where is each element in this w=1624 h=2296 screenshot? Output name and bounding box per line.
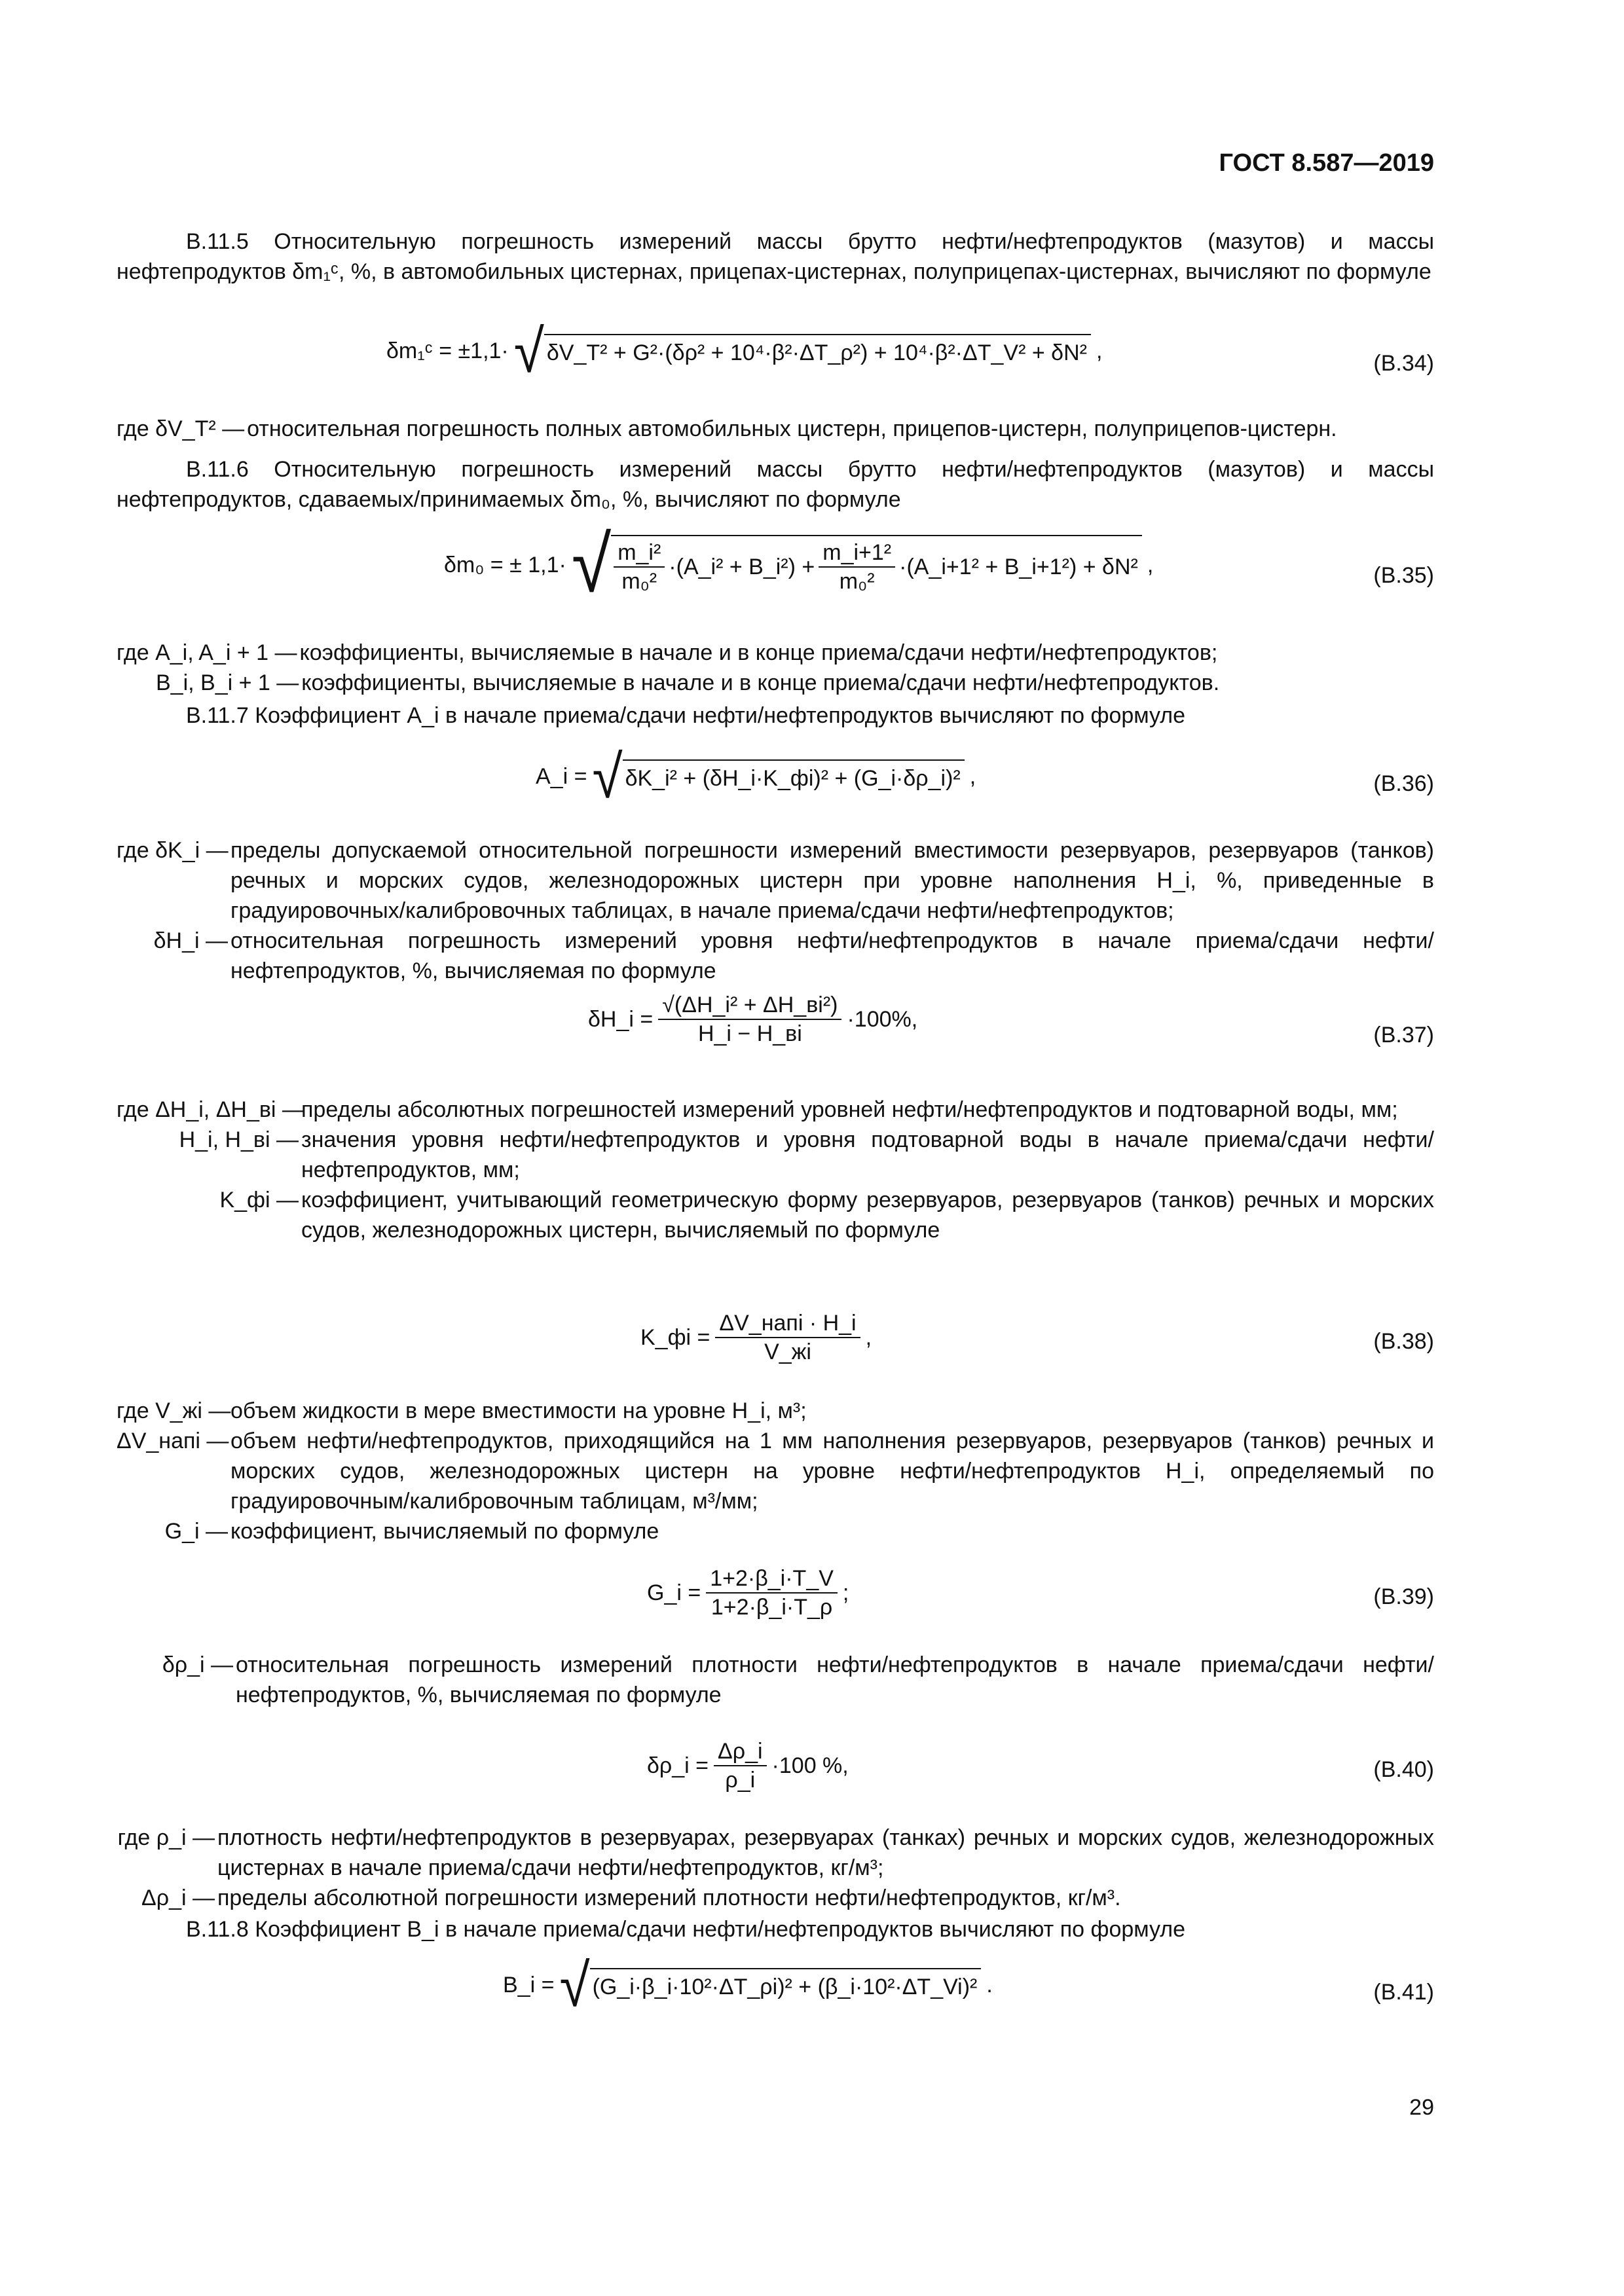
definition-text: коэффициент, учитывающий геометрическую форму резервуаров, резервуаров (танков) речных и морских судов, железнодорожных цистерн, вычисляемый по формуле	[301, 1188, 1434, 1243]
definition-item	[117, 414, 1434, 444]
formula-tail: .	[986, 1973, 993, 1997]
definition-text: значения уровня нефти/нефтепродуктов и уровня подтоварной воды в начале приема/сдачи нефти/нефтепродуктов, мм;	[301, 1127, 1434, 1182]
definition-list-b34	[117, 414, 1434, 444]
definition-term: где A_i, A_i + 1 —	[117, 640, 297, 665]
radical	[592, 742, 964, 811]
definition-item	[117, 1883, 1434, 1913]
definition-text: объем жидкости в мере вместимости на уровне H_i, м³;	[231, 1398, 807, 1423]
radical	[513, 317, 1091, 385]
definition-list-b35	[117, 638, 1434, 698]
definition-text: коэффициент, вычисляемый по формуле	[231, 1519, 659, 1544]
definition-item	[117, 1095, 1434, 1125]
formula-tail: ,	[865, 1325, 872, 1350]
definition-item	[117, 835, 1434, 926]
definition-term: G_i —	[164, 1519, 228, 1544]
formula-tail: ·100 %,	[771, 1753, 849, 1778]
formula-tail: ·100%,	[847, 1007, 918, 1032]
fraction-denominator: m₀²	[621, 569, 657, 594]
paragraph-b11-8: В.11.8 Коэффициент B_i в начале приема/сдачи нефти/нефтепродуктов вычисляют по формуле	[186, 1917, 1186, 1942]
formula-number: (В.36)	[1373, 771, 1434, 796]
sqrt-sign-icon: √	[559, 1951, 590, 2019]
paragraph-b11-6: В.11.6 Относительную погрешность измерений массы брутто нефти/нефтепродуктов (мазутов) и массы нефтепродуктов, сдаваемых/принимаемых δm₀, %, вычисляют по формуле	[117, 457, 1434, 512]
formula-b38	[117, 1309, 1434, 1388]
formula-tail: ;	[842, 1580, 849, 1605]
fraction	[819, 539, 895, 595]
definition-text: пределы допускаемой относительной погрешности измерений вместимости резервуаров, резервуаров (танков) речных и морских судов, железнодорожных цистерн при уровне наполнения H_i, %, приведенные в градуировочных/калибровочных таблицах, в начале приема/сдачи нефти/нефтепродуктов;	[231, 838, 1434, 923]
formula-lhs: δρ_i =	[647, 1753, 709, 1778]
formula-number: (В.40)	[1373, 1757, 1434, 1782]
definition-term: K_фi —	[219, 1188, 299, 1212]
fraction-numerator: √(ΔH_i² + ΔH_вi²)	[658, 991, 841, 1020]
definition-text: плотность нефти/нефтепродуктов в резервуарах, резервуарах (танках) речных и морских судов, железнодорожных цистернах в начале приема/сдачи нефти/нефтепродуктов, кг/м³;	[217, 1825, 1434, 1880]
definition-text: относительная погрешность измерений уровня нефти/нефтепродуктов в начале приема/сдачи нефти/нефтепродуктов, %, вычисляемая по формуле	[231, 928, 1434, 983]
fraction-denominator: V_жi	[764, 1339, 811, 1364]
formula-number: (В.35)	[1373, 563, 1434, 588]
formula-number: (В.38)	[1373, 1329, 1434, 1354]
definition-item	[117, 1516, 1434, 1546]
fraction	[714, 1738, 767, 1794]
formula-lhs: K_фi =	[640, 1325, 710, 1350]
formula-b37	[117, 991, 1434, 1070]
sqrt-sign-icon: √	[592, 742, 623, 811]
fraction	[706, 1565, 838, 1621]
formula-tail: ,	[1147, 553, 1154, 577]
formula-b36	[117, 742, 1434, 828]
sqrt-sign-icon: √	[513, 317, 544, 385]
definition-item	[117, 926, 1434, 986]
definition-item	[117, 1396, 1434, 1426]
fraction-numerator: Δρ_i	[714, 1738, 767, 1766]
paragraph-b11-7: В.11.7 Коэффициент A_i в начале приема/сдачи нефти/нефтепродуктов вычисляют по формуле	[186, 703, 1186, 728]
formula-b39	[117, 1565, 1434, 1643]
fraction-denominator: 1+2·β_i·T_ρ	[710, 1595, 833, 1620]
definition-item	[117, 1426, 1434, 1516]
definition-list-b40	[117, 1823, 1434, 1913]
definition-term: где ΔH_i, ΔH_вi —	[117, 1097, 304, 1122]
radical	[571, 520, 1142, 610]
definition-term: H_i, H_вi —	[179, 1127, 299, 1152]
fraction-numerator: m_i²	[614, 539, 665, 568]
formula-term: ·(A_i+1² + B_i+1²) + δN²	[899, 555, 1138, 579]
fraction	[658, 991, 841, 1048]
formula-number: (В.39)	[1373, 1584, 1434, 1609]
definition-text: коэффициенты, вычисляемые в начале и в конце приема/сдачи нефти/нефтепродуктов;	[299, 640, 1218, 665]
formula-lhs: δm₁ᶜ = ±1,1·	[386, 338, 509, 363]
definition-text: относительная погрешность измерений плотности нефти/нефтепродуктов в начале приема/сдачи нефти/нефтепродуктов, %, вычисляемая по формуле	[236, 1652, 1434, 1707]
radicand: δK_i² + (δH_i·K_фi)² + (G_i·δρ_i)²	[623, 759, 965, 793]
definition-item	[117, 1823, 1434, 1883]
sqrt-sign-icon: √	[571, 520, 612, 610]
formula-lhs: B_i =	[503, 1973, 555, 1997]
fraction-denominator: m₀²	[839, 569, 875, 594]
definition-term: где δK_i —	[117, 838, 229, 863]
formula-tail: ,	[1096, 338, 1103, 363]
fraction	[614, 539, 665, 595]
definition-list-b38	[117, 1396, 1434, 1546]
definition-item	[117, 1125, 1434, 1185]
fraction-denominator: ρ_i	[725, 1768, 756, 1793]
formula-b35	[117, 520, 1434, 610]
definition-item	[117, 638, 1434, 668]
definition-list-b39	[117, 1650, 1434, 1710]
formula-lhs: A_i =	[536, 764, 587, 789]
fraction	[715, 1309, 860, 1366]
definition-text: пределы абсолютной погрешности измерений плотности нефти/нефтепродуктов, кг/м³.	[217, 1886, 1121, 1910]
definition-item	[117, 668, 1434, 698]
definition-term: δρ_i —	[162, 1652, 233, 1677]
formula-lhs: δH_i =	[588, 1007, 654, 1032]
formula-number: (В.41)	[1373, 1980, 1434, 2005]
formula-number: (В.34)	[1373, 351, 1434, 376]
definition-item	[117, 1650, 1434, 1710]
definition-item	[117, 1185, 1434, 1245]
definition-term: B_i, B_i + 1 —	[156, 670, 299, 695]
formula-term: ·(A_i² + B_i²) +	[669, 555, 815, 579]
document-page	[117, 0, 1434, 2296]
definition-term: где V_жi —	[117, 1398, 231, 1423]
definition-text: объем нефти/нефтепродуктов, приходящийся на 1 мм наполнения резервуаров, резервуаров (танков) речных и морских судов, железнодорожных цистерн на уровне нефти/нефтепродуктов H_i, определяемый по градуировочным/калибровочным таблицам, м³/мм;	[231, 1429, 1434, 1514]
definition-text: относительная погрешность полных автомобильных цистерн, прицепов-цистерн, полуприцепов-цистерн.	[247, 416, 1337, 441]
fraction-numerator: m_i+1²	[819, 539, 895, 568]
definition-text: пределы абсолютных погрешностей измерений уровней нефти/нефтепродуктов и подтоварной воды, мм;	[301, 1097, 1398, 1122]
fraction-denominator: H_i − H_вi	[697, 1021, 802, 1046]
fraction-numerator: ΔV_напi · H_i	[715, 1309, 860, 1338]
definition-list-b36	[117, 835, 1434, 986]
formula-lhs: δm₀ = ± 1,1·	[444, 553, 566, 577]
definition-term: δH_i —	[153, 928, 228, 953]
standard-header: ГОСТ 8.587—2019	[1219, 149, 1434, 177]
paragraph-b11-5: В.11.5 Относительную погрешность измерений массы брутто нефти/нефтепродуктов (мазутов) и массы нефтепродуктов δm₁ᶜ, %, в автомобильных цистернах, прицепах-цистернах, полуприцепах-цистернах, вычисляют по формуле	[117, 229, 1434, 284]
formula-b41	[117, 1951, 1434, 2036]
radical	[559, 1951, 981, 2019]
radicand: δV_T² + G²·(δρ² + 10⁴·β²·ΔT_ρ²) + 10⁴·β²·ΔT_V² + δN²	[544, 334, 1091, 368]
page-number: 29	[1409, 2095, 1434, 2120]
radicand: (G_i·β_i·10²·ΔT_ρi)² + (β_i·10²·ΔT_Vi)²	[590, 1968, 982, 2002]
formula-b40	[117, 1738, 1434, 1816]
formula-number: (В.37)	[1373, 1023, 1434, 1048]
definition-term: ΔV_напi —	[117, 1429, 229, 1453]
definition-text: коэффициенты, вычисляемые в начале и в конце приема/сдачи нефти/нефтепродуктов.	[301, 670, 1220, 695]
fraction-numerator: 1+2·β_i·T_V	[706, 1565, 838, 1594]
formula-tail: ,	[969, 764, 976, 789]
radicand	[611, 535, 1142, 595]
definition-term: Δρ_i —	[141, 1886, 215, 1910]
definition-term: где ρ_i —	[117, 1825, 215, 1850]
formula-lhs: G_i =	[647, 1580, 701, 1605]
definition-term: где δV_T² —	[117, 416, 245, 441]
definition-list-b37	[117, 1095, 1434, 1245]
formula-b34	[117, 317, 1434, 402]
